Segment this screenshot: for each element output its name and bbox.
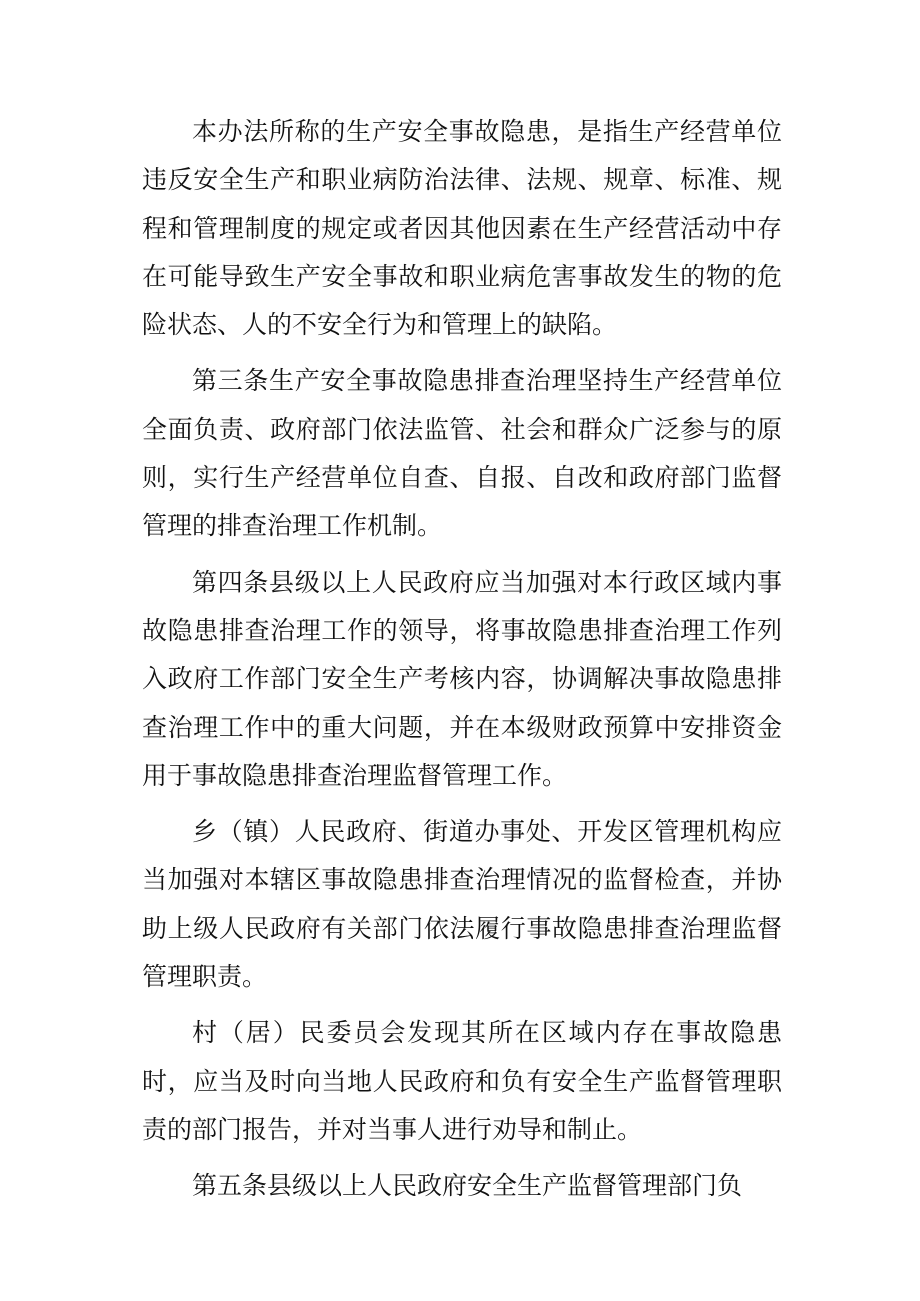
paragraph-village-committee-duties: 村（居）民委员会发现其所在区域内存在事故隐患时，应当及时向当地人民政府和负有安全生产监督管理职责的部门报告，并对当事人进行劝导和制止。 [142,1018,782,1144]
document-body [142,108,782,1219]
paragraph-article-3: 第三条生产安全事故隐患排查治理坚持生产经营单位全面负责、政府部门依法监管、社会和群众广泛参与的原则，实行生产经营单位自查、自报、自改和政府部门监督管理的排查治理工作机制。 [142,366,782,541]
paragraph-hazard-definition: 本办法所称的生产安全事故隐患，是指生产经营单位违反安全生产和职业病防治法律、法规、规章、标准、规程和管理制度的规定或者因其他因素在生产经营活动中存在可能导致生产安全事故和职业病危害事故发生的物的危险状态、人的不安全行为和管理上的缺陷。 [142,117,782,340]
paragraph-article-4: 第四条县级以上人民政府应当加强对本行政区域内事故隐患排查治理工作的领导，将事故隐患排查治理工作列入政府工作部门安全生产考核内容，协调解决事故隐患排查治理工作中的重大问题，并在本级财政预算中安排资金用于事故隐患排查治理监督管理工作。 [142,567,782,790]
paragraph-article-5: 第五条县级以上人民政府安全生产监督管理部门负 [192,1171,743,1201]
paragraph-township-duties: 乡（镇）人民政府、街道办事处、开发区管理机构应当加强对本辖区事故隐患排查治理情况的监督检查，并协助上级人民政府有关部门依法履行事故隐患排查治理监督管理职责。 [142,817,782,992]
